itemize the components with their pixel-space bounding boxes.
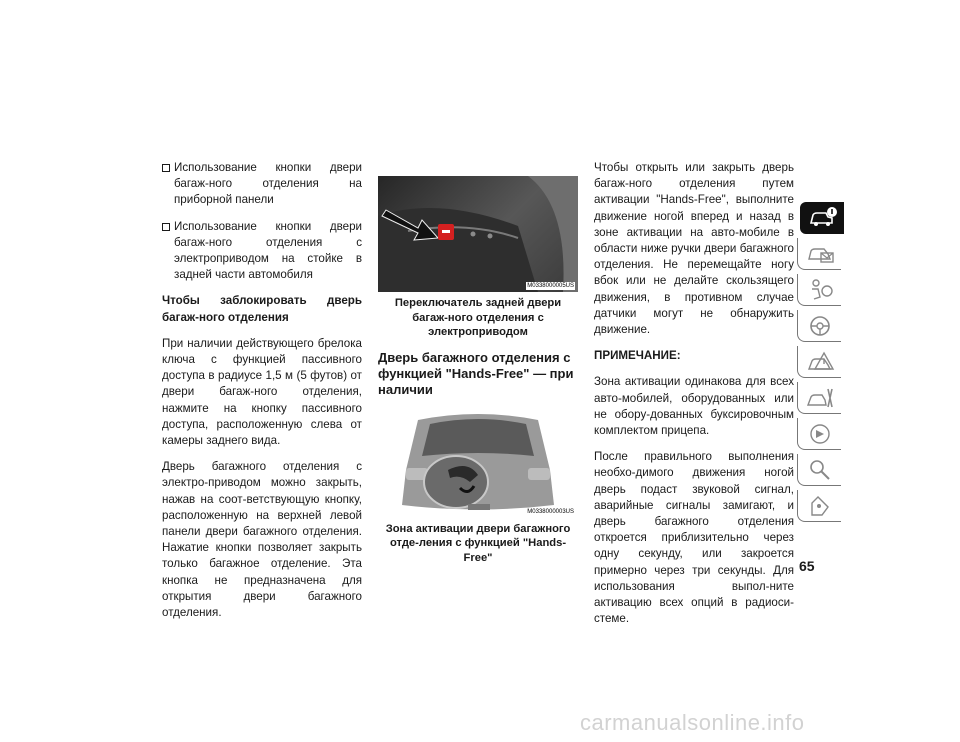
sidebar-tab-language[interactable] (797, 490, 841, 522)
index-search-icon (806, 457, 836, 483)
square-bullet-icon (162, 164, 170, 172)
page-number: 65 (799, 558, 815, 574)
watermark: carmanualsonline.info (580, 710, 805, 735)
sidebar-tab-service[interactable] (797, 382, 841, 414)
text-column-middle (378, 176, 578, 575)
figure-caption: Зона активации двери багажного отде-ления с функцией "Hands-Free" (385, 522, 571, 564)
sidebar-tab-emergency[interactable] (797, 346, 841, 378)
section-heading: Дверь багажного отделения с функцией "Hands-Free" — при наличии (378, 349, 574, 397)
warning-lights-icon (806, 241, 836, 267)
multimedia-icon (806, 421, 836, 447)
paragraph: Дверь багажного отделения с электро-приводом можно закрыть, нажав на соот-ветствующую кнопку, расположенную на верхней левой панели двери багажного отделения. Нажатие кнопки позволяет закрыть только багажное отделение. Эта кнопка не предназначена для открытия двери багажного отделения. (162, 460, 362, 620)
sidebar-tab-warning-lights[interactable] (797, 238, 841, 270)
language-icon (806, 493, 836, 519)
airbag-icon (806, 277, 836, 303)
car-info-icon (808, 205, 838, 231)
paragraph: При наличии действующего брелока ключа с функцией пассивного доступа в радиусе 1,5 м (5 футов) от двери багаж-ного отделения, нажмите на кнопку пассивного доступа, расположенную слева от камеры заднего вида. (162, 336, 362, 448)
sidebar-tab-car-info[interactable] (800, 202, 844, 234)
activation-zone-icon (424, 456, 488, 508)
steering-wheel-icon (806, 313, 836, 339)
text-column-left (162, 160, 362, 631)
note-text: Зона активации одинакова для всех авто-мобилей, оборудованных или не обору-дованных буксировочным комплектом прицепа. (594, 375, 794, 438)
sidebar-tab-airbag[interactable] (797, 274, 841, 306)
image-code: M0338000005US (527, 283, 574, 289)
emergency-icon (806, 349, 836, 375)
bullet-item: Использование кнопки двери багаж-ного отделения с электроприводом на стойке в задней части автомобиля (162, 219, 362, 284)
sidebar-tab-multimedia[interactable] (797, 418, 841, 450)
paragraph: После правильного выполнения необхо-димого движения ногой дверь подаст звуковой сигнал, аварийные сигналы замигают, и дверь багажного отделения откроется приблизительно через одну секунду, или закроется примерно через три секунды. Для использования выпол-ните активацию всех опций в радиоси-стеме. (594, 450, 794, 626)
note-title: ПРИМЕЧАНИЕ: (594, 349, 681, 363)
text-column-right (594, 160, 794, 637)
bullet-item: Использование кнопки двери багаж-ного отделения на приборной панели (162, 160, 362, 209)
hands-free-zone-photo (378, 410, 578, 518)
liftgate-interior-illustration (378, 176, 578, 292)
figure-caption: Переключатель задней двери багаж-ного отделения с электроприводом (394, 297, 562, 338)
sidebar-tab-driving[interactable] (797, 310, 841, 342)
paragraph: Чтобы открыть или закрыть дверь багаж-ного отделения путем активации "Hands-Free", выполните движение ногой вперед и назад в зоне активации на авто-мобиле в области ниже ручки двери багажного отделения. Не перемещайте ногу вбок или не делайте скользящего движения, в противном случае датчики могут не обнаружить движение. (594, 161, 794, 337)
section-heading: Чтобы заблокировать дверь багаж-ного отделения (162, 294, 362, 324)
square-bullet-icon (162, 223, 170, 231)
liftgate-switch-photo (378, 176, 578, 292)
service-icon (806, 385, 836, 411)
sidebar-tab-index[interactable] (797, 454, 841, 486)
vehicle-rear-illustration (378, 410, 578, 518)
image-code: M0338000003US (527, 508, 574, 515)
